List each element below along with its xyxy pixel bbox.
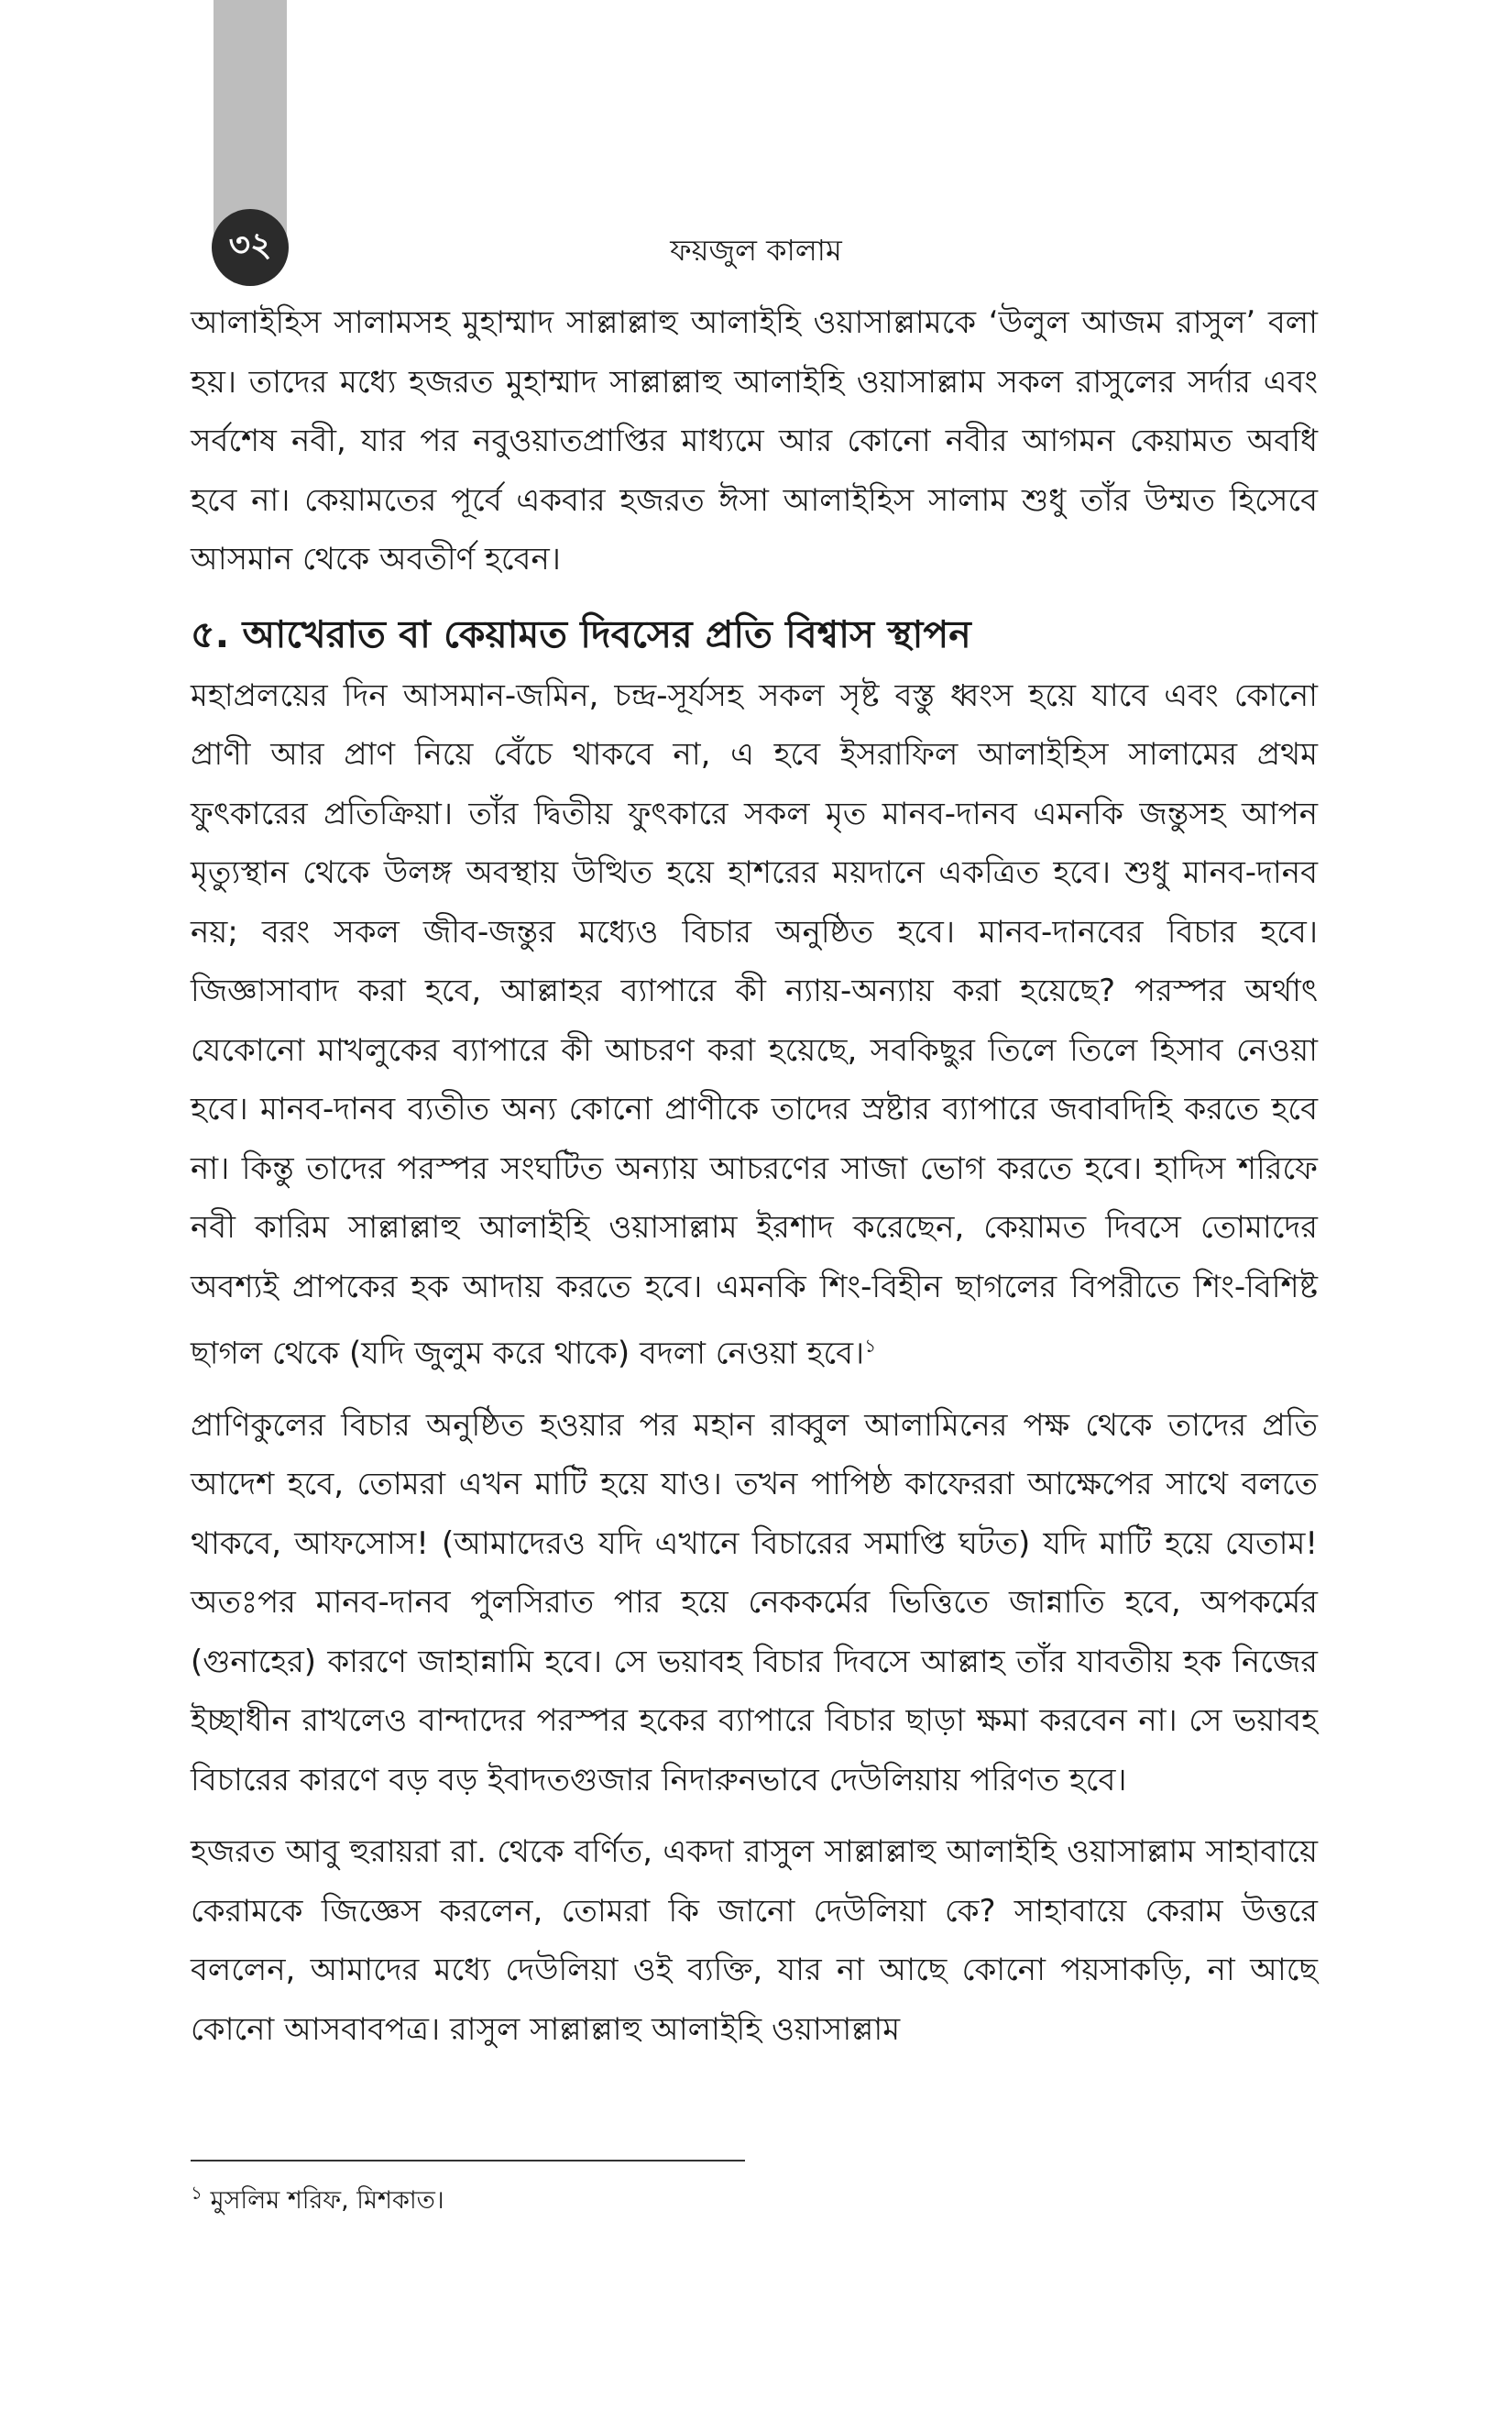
paragraph-2-text: মহাপ্রলয়ের দিন আসমান-জমিন, চন্দ্র-সূর্যসহ সকল সৃষ্ট বস্তু ধ্বংস হয়ে যাবে এবং কোনো প্রাণী আর প্রাণ নিয়ে বেঁচে থাকবে না, এ হবে ইসরাফিল আলাইহিস সালামের প্রথম ফুৎকারের প্রতিক্রিয়া। তাঁর দ্বিতীয় ফুৎকারে সকল মৃত মানব-দানব এমনকি জন্তুসহ আপন মৃত্যুস্থান থেকে উলঙ্গ অবস্থায় উত্থিত হয়ে হাশরের ময়দানে একত্রিত হবে। শুধু মানব-দানব নয়; বরং সকল জীব-জন্তুর মধ্যেও বিচার অনুষ্ঠিত হবে। মানব-দানবের বিচার হবে। জিজ্ঞাসাবাদ করা হবে, আল্লাহর ব্যাপারে কী ন্যায়-অন্যায় করা হয়েছে? পরস্পর অর্থাৎ যেকোনো মাখলুকের ব্যাপারে কী আচরণ করা হয়েছে, সবকিছুর তিলে তিলে হিসাব নেওয়া হবে। মানব-দানব ব্যতীত অন্য কোনো প্রাণীকে তাদের স্রষ্টার ব্যাপারে জবাবদিহি করতে হবে না। কিন্তু তাদের পরস্পর সংঘটিত অন্যায় আচরণের সাজা ভোগ করতে হবে। হাদিস শরিফে নবী কারিম সাল্লাল্লাহু আলাইহি ওয়াসাল্লাম ইরশাদ করেছেন, কেয়ামত দিবসে তোমাদের অবশ্যই প্রাপকের হক আদায় করতে হবে। এমনকি শিং-বিহীন ছাগলের বিপরীতে শিং-বিশিষ্ট ছাগল থেকে (যদি জুলুম করে থাকে) বদলা নেওয়া হবে। [191, 676, 1318, 1372]
paragraph-3: প্রাণিকুলের বিচার অনুষ্ঠিত হওয়ার পর মহান রাব্বুল আলামিনের পক্ষ থেকে তাদের প্রতি আদেশ হবে, তোমরা এখন মাটি হয়ে যাও। তখন পাপিষ্ঠ কাফেররা আক্ষেপের সাথে বলতে থাকবে, আফসোস! (আমাদেরও যদি এখানে বিচারের সমাপ্তি ঘটত) যদি মাটি হয়ে যেতাম! অতঃপর মানব-দানব পুলসিরাত পার হয়ে নেককর্মের ভিত্তিতে জান্নাতি হবে, অপকর্মের (গুনাহের) কারণে জাহান্নামি হবে। সে ভয়াবহ বিচার দিবসে আল্লাহ তাঁর যাবতীয় হক নিজের ইচ্ছাধীন রাখলেও বান্দাদের পরস্পর হকের ব্যাপারে বিচার ছাড়া ক্ষমা করবেন না। সে ভয়াবহ বিচারের কারণে বড় বড় ইবাদতগুজার নিদারুনভাবে দেউলিয়ায় পরিণত হবে। [191, 1406, 1318, 1798]
footnote-text: মুসলিম শরিফ, মিশকাত। [210, 2186, 444, 2215]
page-number: ৩২ [228, 226, 272, 264]
running-title: ফয়জুল কালাম [670, 233, 842, 268]
footnote [191, 2180, 444, 2223]
footnote-mark: ১ [191, 2182, 203, 2204]
footnote-reference[interactable]: ১ [864, 1335, 877, 1357]
footnote-divider [191, 2160, 745, 2162]
paragraph-4: হজরত আবু হুরায়রা রা. থেকে বর্ণিত, একদা রাসুল সাল্লাল্লাহু আলাইহি ওয়াসাল্লাম সাহাবায়ে কেরামকে জিজ্ঞেস করলেন, তোমরা কি জানো দেউলিয়া কে? সাহাবায়ে কেরাম উত্তরে বললেন, আমাদের মধ্যে দেউলিয়া ওই ব্যক্তি, যার না আছে কোনো পয়সাকড়ি, না আছে কোনো আসবাবপত্র। রাসুল সাল্লাল্লাহু আলাইহি ওয়াসাল্লাম [191, 1833, 1318, 2048]
paragraph-1: আলাইহিস সালামসহ মুহাম্মাদ সাল্লাল্লাহু আলাইহি ওয়াসাল্লামকে ‘উলুল আজম রাসুল’ বলা হয়। তাদের মধ্যে হজরত মুহাম্মাদ সাল্লাল্লাহু আলাইহি ওয়াসাল্লাম সকল রাসুলের সর্দার এবং সর্বশেষ নবী, যার পর নবুওয়াতপ্রাপ্তির মাধ্যমে আর কোনো নবীর আগমন কেয়ামত অবধি হবে না। কেয়ামতের পূর্বে একবার হজরত ঈসা আলাইহিস সালাম শুধু তাঁর উম্মত হিসেবে আসমান থেকে অবতীর্ণ হবেন। [191, 304, 1318, 578]
page-body [191, 293, 1318, 2072]
section-heading: ৫. আখেরাত বা কেয়ামত দিবসের প্রতি বিশ্বাস স্থাপন [191, 611, 971, 656]
page-tab-bar [214, 0, 287, 236]
paragraph-2 [191, 666, 1318, 1383]
